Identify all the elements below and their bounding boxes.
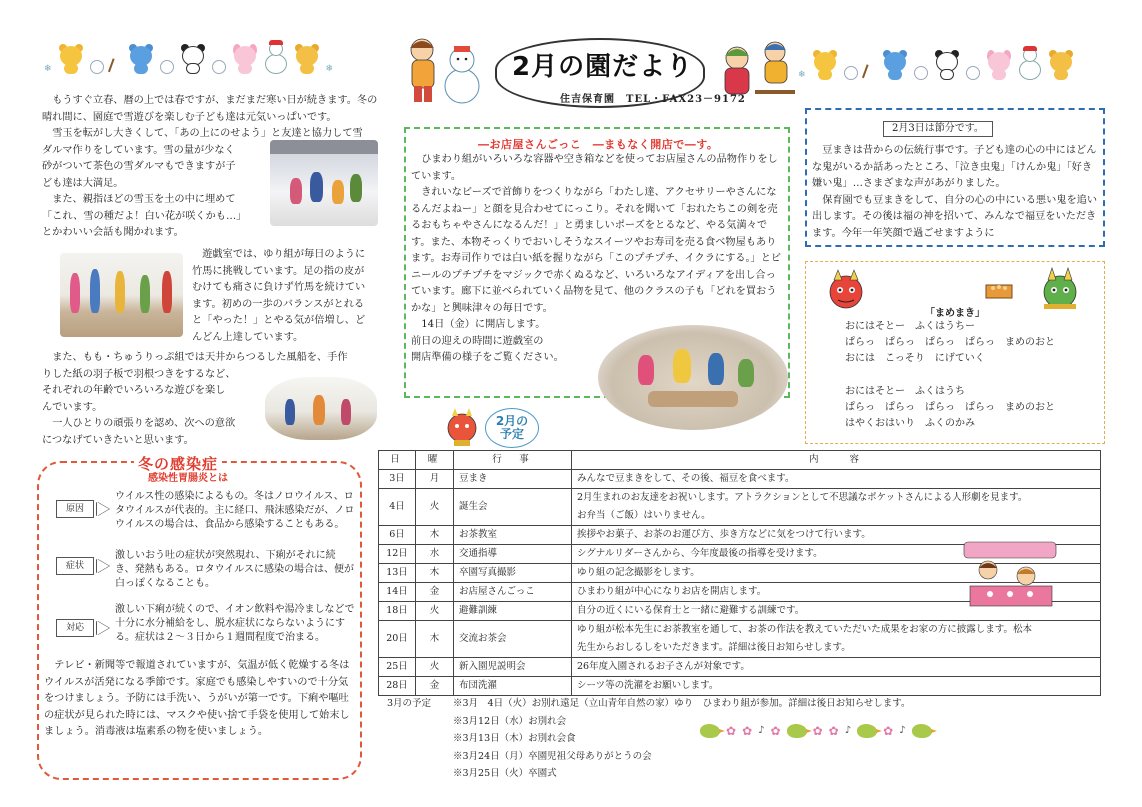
response-tag: 対応 — [56, 619, 94, 637]
panda-character-icon — [934, 50, 960, 80]
infection-subtitle: 感染性胃腸炎とは — [148, 473, 228, 484]
twig-icon — [862, 64, 878, 81]
shop-text: ひまわり組がいろいろな容器や空き箱などを使ってお店屋さんの品物作りをしています。 きれいなビーズで首飾りをつくりながら「わたし達、アクセサリーやさんになるんだよねー」と顔を見合わせてにっこり。それを聞いて「おれたちこの剣を売るおもちゃやさんになるんだ！」と勇ましいポーズをとるなど、やる気満々です。また、本物そっくりでおいしそうなスイーツやお寿司を売る食べ物屋もあります。お寿司作りでは白い紙を握りながら「このプチプチ、イクラにする。」とビニールのプチプチをマジックで赤くぬるなど、いろいろなアイディアを出し合っています。廊下に並べられていく品物を見て、他のクラスの子も「どれを買おうかな」と興味津々の毎日です。 14日（金）に開店します。 前日の迎えの時間に遊戯室の 開店準備の様子をご覧ください。 — [411, 154, 782, 364]
shop-paragraph-2: きれいなビーズで首飾りをつくりながら「わたし達、アクセサリーやさんになるんだよねー」と顔を見合わせてにっこり。それを聞いて「おれたちこの剣を売るおもちゃやさんになるんだ！」と勇ましいポーズをとるなど、やる気満々です。また、本物そっくりでおいしそうなスイーツやお寿司を売る食べ物屋もあります。お寿司作りでは白い紙を握りながら「このプチプチ、イクラにする。」とビニールのプチプチをマジックで赤くぬるなど、いろいろなアイディアを出し合っています。廊下に並べられていく品物を見て、他のクラスの子も「どれを買おうかな」と興味津々の毎日です。 — [411, 187, 782, 314]
shopkeeper-kids-illustration — [960, 538, 1060, 615]
cat-character-icon — [812, 50, 838, 80]
table-row: 3日 月 豆まき みんなで豆まきをして、その後、福豆を食べます。 — [379, 470, 1101, 489]
response-arrow-icon — [97, 621, 109, 635]
bear-character-icon — [882, 50, 908, 80]
table-row: 6日 木 お茶教室 挨拶やお菓子、お茶のお運び方、歩き方などに気をつけて行います。 — [379, 526, 1101, 545]
bean-box-icon — [985, 282, 1013, 307]
snowball-icon — [160, 60, 174, 74]
list-item: ※3月24日（月）卒園児祖父母ありがとうの会 — [453, 750, 652, 762]
symptom-tag: 症状 — [56, 557, 94, 575]
schedule-badge-line1: 2月の — [495, 414, 529, 428]
snowman-icon — [1018, 46, 1042, 80]
table-row: 13日 木 卒園写真撮影 ゆり組の記念撮影をします。 — [379, 564, 1101, 583]
snowball-icon — [966, 66, 980, 80]
dog-character-icon — [294, 44, 320, 74]
schedule-badge — [485, 408, 539, 448]
mamemaki-song: おにはそとー ふくはうちー ぱらっ ぱらっ ぱらっ ぱらっ まめのおと おには こっそり にげていく おにはそとー ふくはうち ぱらっ ぱらっ ぱらっ ぱらっ まめのおと はやくおはいり ふくのかみ — [845, 321, 1055, 430]
bird-icon — [912, 724, 932, 738]
dog-character-icon — [1048, 50, 1074, 80]
snowman-icon — [264, 40, 288, 74]
left-paragraph-4: 遊戯室では、ゆり組が毎日のように 竹馬に挑戦しています。足の指の皮が むけても痛さに負けず竹馬を続けてい ます。初めの一歩のバランスがとれる と「やった！」とやる気が倍増し、ど んどん上達しています。 — [192, 249, 366, 343]
snowball-icon — [844, 66, 858, 80]
header-event: 行 事 — [454, 451, 572, 470]
schedule-header-row — [379, 451, 1101, 470]
symptom-text: 激しいおう吐の症状が突然現れ、下痢がそれに続き、発熱もある。ロタウイルスに感染の場合は、便が白っぽくなることも。 — [115, 550, 354, 589]
infection-advice: テレビ・新聞等で報道されていますが、気温が低く乾燥する冬はウイルスが活発になる季節です。家庭でも感染しやすいので十分気をつけましょう。予防には手洗い、うがいが第一です。下痢や嘔吐の症状が見られた時には、マスクや使い捨て手袋を使用して始末しましょう。消毒液は塩素系の物を使いましょう。 — [44, 660, 350, 738]
mamemaki-title: 「まめまき」 — [925, 308, 985, 319]
music-note-icon: ♪ — [899, 725, 906, 736]
rabbit-character-icon — [232, 44, 258, 74]
snowball-icon — [914, 66, 928, 80]
table-row: 12日 水 交通指導 シグナルリダーさんから、今年度最後の指導を受けます。 — [379, 545, 1101, 564]
header-decoration-left — [44, 40, 333, 74]
header-day: 日 — [379, 451, 416, 470]
cause-tag: 原因 — [56, 500, 94, 518]
snowflake-icon: ❄ — [44, 64, 52, 74]
response-text: 激しい下痢が続くので、イオン飲料や湯冷ましなどで十分に水分補給をし、脱水症状にならないようにする。症状は２～３日から１週間程度で治まる。 — [115, 604, 355, 643]
rabbit-character-icon — [986, 50, 1012, 80]
march-list — [453, 695, 953, 783]
setsubun-text — [812, 143, 1102, 242]
header-weekday: 曜 — [416, 451, 454, 470]
music-note-icon: ♪ — [844, 725, 852, 736]
list-item: ※3月25日（火）卒園式 — [453, 768, 557, 780]
snowball-icon — [212, 60, 226, 74]
flower-icon: ✿ — [726, 724, 737, 738]
setsubun-title: 2月3日は節分です。 — [883, 121, 993, 137]
left-paragraph-2: 雪玉を転がし大きくして、「あの上にのせよう」と友達と協力して雪 ダルマ作りをしています。雪の量が少なく 砂がついて茶色の雪ダルマもできますが子 ども達は大満足。 また、親指ほどの雪玉を土の中に埋めて 「これ、雪の種だよ！白い花が咲くかも…」 とかわいい会話も聞かれます。 — [42, 128, 363, 239]
flower-icon: ✿ — [742, 724, 753, 738]
setsubun-paragraph-2: 保育園でも豆まきをして、自分の心の中にいる悪い鬼を追い出します。その後は福の神を招いて、みんなで福豆をいただきます。今年一年笑顔で過ごせますように — [812, 194, 1098, 239]
table-row: 28日 金 布団洗濯 シーツ等の洗濯をお願いします。 — [379, 677, 1101, 696]
twig-icon — [108, 58, 124, 75]
green-oni-icon — [1030, 266, 1090, 319]
bird-decoration — [700, 724, 932, 738]
battledore-play-photo — [265, 377, 377, 440]
cause-arrow-icon — [97, 502, 109, 516]
table-row: 18日 火 避難訓練 自分の近くにいる保育士と一緒に避難する訓練です。 — [379, 602, 1101, 621]
list-item: ※3月12日（水）お別れ会 — [453, 715, 567, 727]
panda-character-icon — [180, 44, 206, 74]
winter-kids-illustration — [715, 34, 800, 108]
cat-character-icon — [58, 44, 84, 74]
music-note-icon: ♪ — [758, 725, 765, 736]
shop-heading: ―お店屋さんごっこ ―まもなく開店で―す。 — [478, 138, 719, 151]
left-paragraph-5: また、もも・ちゅうりっぷ組では天井からつるした風船を、手作 りした紙の羽子板で羽根つきをするなど、 それぞれの年齢でいろいろな遊びを楽し んでいます。 一人ひとりの頑張りを認め、次への意欲 につなげていきたいと思います。 — [42, 352, 348, 446]
bird-icon — [700, 724, 720, 738]
shop-preparation-photo — [598, 325, 788, 430]
flower-icon: ✿ — [828, 724, 839, 738]
organization-contact: 住吉保育園 TEL・FAX23－9172 — [560, 94, 746, 105]
bird-icon — [787, 724, 807, 738]
snow-play-photo — [270, 140, 378, 226]
table-row: 25日 火 新入園児説明会 26年度入園されるお子さんが対象です。 — [379, 658, 1101, 677]
bird-icon — [857, 724, 877, 738]
flower-icon: ✿ — [770, 724, 781, 738]
table-row: 20日 木 交流お茶会 ゆり組が松本先生にお茶教室を通して、お茶の作法を教えていただいた成果をお家の方に披露します。松本 先生からおしるしをいただきます。詳細は後日お知らせします。 — [379, 621, 1101, 658]
page-title: 2月の園だより — [512, 52, 694, 82]
list-item: ※3月13日（木）お別れ会食 — [453, 733, 576, 745]
red-oni-icon — [820, 268, 872, 319]
march-label: 3月の予定 — [387, 698, 432, 709]
oni-mascot-icon — [440, 406, 484, 455]
left-paragraph-1: もうすぐ立春、暦の上では春ですが、まだまだ寒い日が続きます。冬の晴れ間に、園庭で雪遊びを楽しむ子ども達は元気いっぱいです。 — [42, 95, 378, 123]
list-item: ※3月 4日（火）お別れ遠足（立山青年自然の家）ゆり ひまわり組が参加。詳細は後日お知らせします。 — [453, 698, 911, 709]
header-content: 内 容 — [572, 451, 1101, 470]
symptom-arrow-icon — [97, 559, 109, 573]
bear-character-icon — [128, 44, 154, 74]
snowball-icon — [90, 60, 104, 74]
flower-icon: ✿ — [812, 724, 823, 738]
schedule-badge-line2: 予定 — [499, 427, 524, 442]
snowflake-icon: ❄ — [798, 70, 806, 80]
left-intro-text — [42, 93, 384, 126]
flower-icon: ✿ — [883, 724, 894, 738]
header-decoration-right — [798, 46, 1074, 80]
table-row: 4日 火 誕生会 2月生まれのお友達をお祝いします。アトラクションとして不思議なポケットさんによる人形劇を見ます。 お弁当（ご飯）はいりません。 — [379, 489, 1101, 526]
stilts-practice-photo — [60, 253, 183, 337]
girl-with-snowman-illustration — [400, 34, 490, 108]
infection-title: 冬の感染症 — [134, 452, 222, 476]
setsubun-paragraph-1: 豆まきは昔からの伝統行事です。子ども達の心の中にはどんな鬼がいるか話あったところ、「泣き虫鬼」「けんか鬼」「好き嫌い鬼」…さまざまな声があがりました。 — [812, 145, 1097, 190]
cause-text: ウイルス性の感染によるもの。冬はノロウイルス、ロタウイルスが代表的。主に経口、飛沫感染だが、ノロウイルスの場合は、食品から感染することもある。 — [115, 491, 355, 530]
snowflake-icon: ❄ — [325, 64, 334, 74]
shop-paragraph-1: ひまわり組がいろいろな容器や空き箱などを使ってお店屋さんの品物作りをしています。 — [411, 154, 778, 182]
table-row: 14日 金 お店屋さんごっこ ひまわり組が中心になりお店を開店します。 — [379, 583, 1101, 602]
